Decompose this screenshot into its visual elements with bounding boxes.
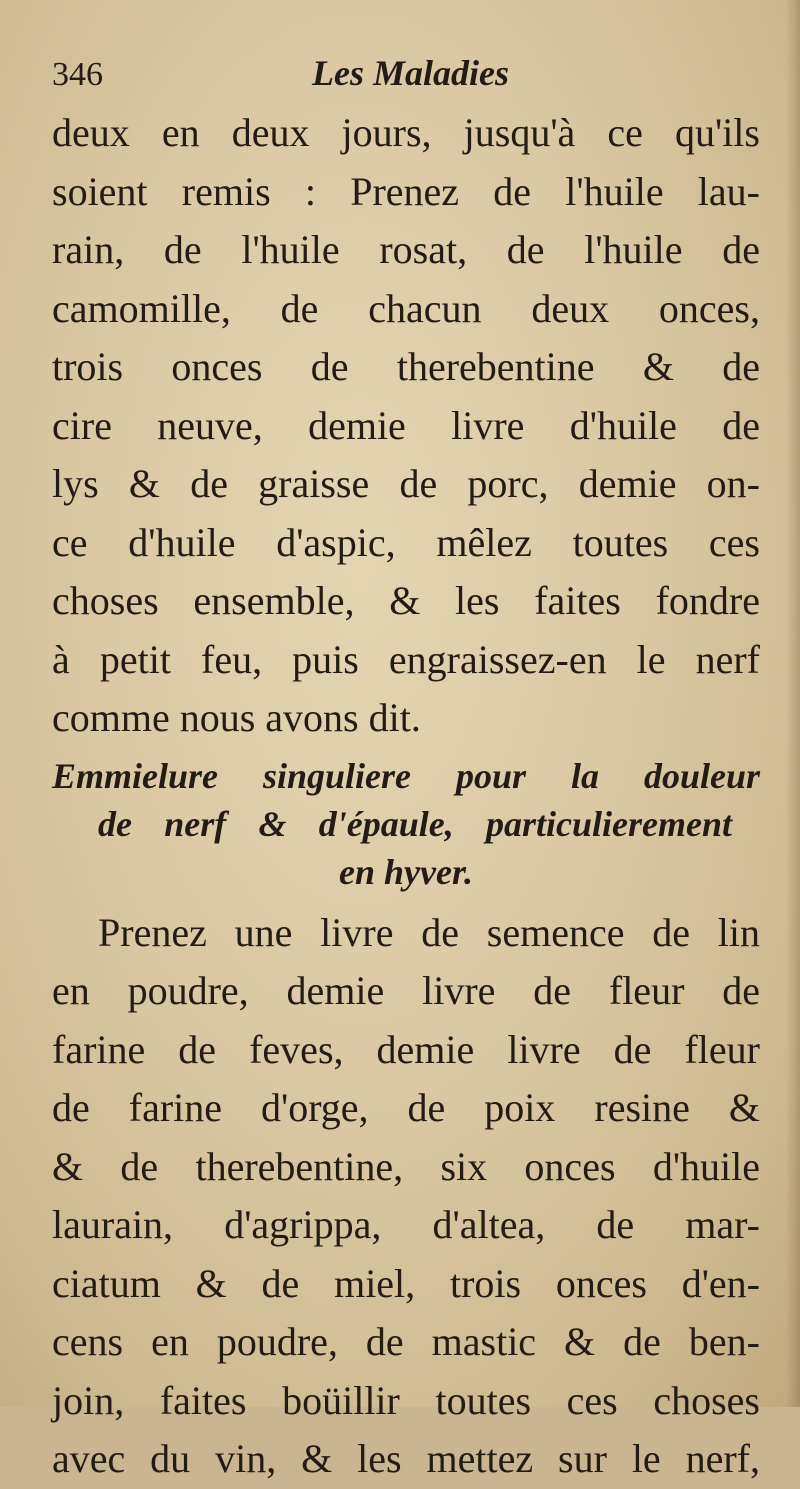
page-edge-shadow <box>786 0 800 1407</box>
running-title: Les Maladies <box>312 53 509 93</box>
text-line: ciatum & de miel, trois onces d'en- <box>52 1260 760 1306</box>
text-line: choses ensemble, & les faites fondre <box>52 578 760 623</box>
text-line: camomille, de chacun deux onces, <box>52 285 760 331</box>
text-line: laurain, d'agrippa, d'altea, de mar- <box>52 1202 760 1247</box>
text-line: lys & de graisse de porc, demie on- <box>52 461 760 506</box>
text-line: avec du vin, & les mettez sur le nerf, <box>52 1436 760 1481</box>
section-heading-line: de nerf & d'épaule, particulierement <box>98 803 732 844</box>
text-line: de farine d'orge, de poix resine & <box>52 1085 760 1130</box>
text-line: ce d'huile d'aspic, mêlez toutes ces <box>52 519 760 565</box>
text-line: en poudre, demie livre de fleur de <box>52 968 760 1013</box>
text-line: farine de feves, demie livre de fleur <box>52 1026 760 1072</box>
section-heading-line: Emmielure singuliere pour la douleur <box>52 755 760 796</box>
text-line: soient remis : Prenez de l'huile lau- <box>52 168 760 214</box>
text-line: comme nous avons dit. <box>52 695 421 740</box>
section-heading-line: en hyver. <box>339 851 473 892</box>
text-line: à petit feu, puis engraissez-en le nerf <box>52 636 760 682</box>
text-line: cire neuve, demie livre d'huile de <box>52 402 760 448</box>
text-line: join, faites boüillir toutes ces choses <box>52 1377 760 1423</box>
text-line: Prenez une livre de semence de lin <box>98 909 760 955</box>
text-line: deux en deux jours, jusqu'à ce qu'ils <box>52 110 760 155</box>
text-line: & de therebentine, six onces d'huile <box>52 1143 760 1189</box>
page-header <box>52 52 752 100</box>
body-text <box>52 104 760 1489</box>
page-number: 346 <box>52 56 103 93</box>
text-line: trois onces de therebentine & de <box>52 344 760 389</box>
text-line: cens en poudre, de mastic & de ben- <box>52 1319 760 1364</box>
text-line: rain, de l'huile rosat, de l'huile de <box>52 227 760 272</box>
spacer <box>52 896 760 904</box>
